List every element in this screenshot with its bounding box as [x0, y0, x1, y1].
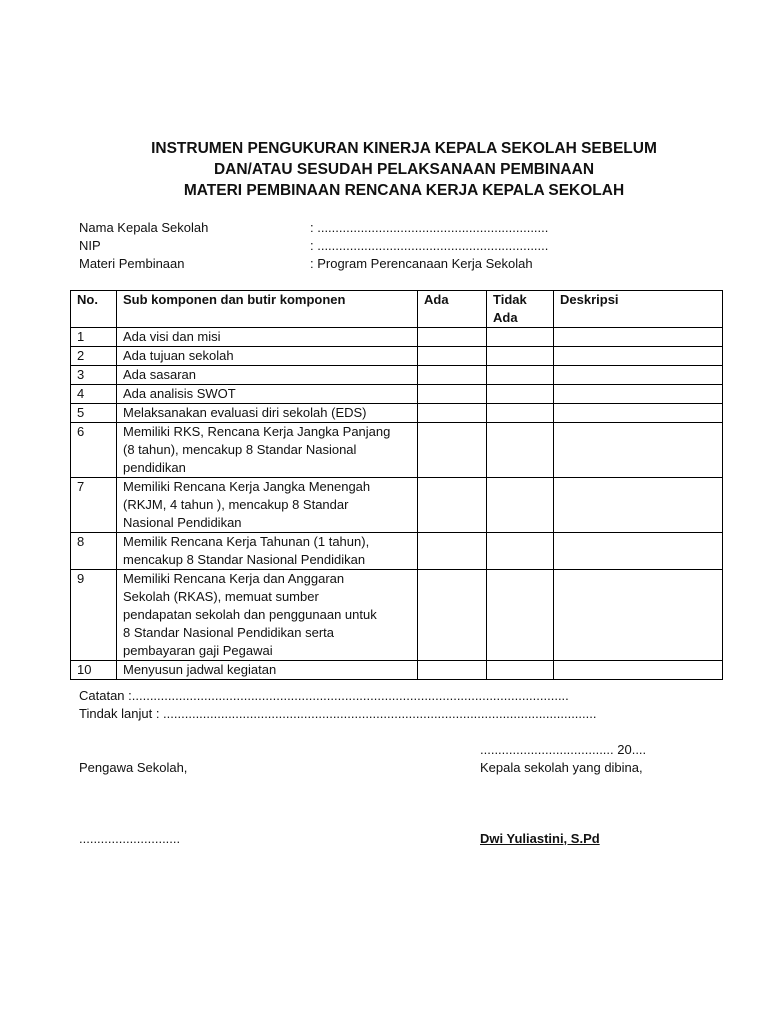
row-description	[117, 423, 418, 478]
row-number: 6	[71, 423, 117, 478]
notes-section	[79, 687, 596, 723]
row-line: Memilik Rencana Kerja Tahunan (1 tahun),	[123, 534, 370, 549]
deskripsi-cell[interactable]	[554, 661, 723, 680]
row-description	[117, 347, 418, 366]
tidak-ada-cell[interactable]	[487, 533, 554, 570]
info-label: Nama Kepala Sekolah	[79, 220, 209, 235]
row-description	[117, 533, 418, 570]
catatan-line: Catatan :.........................................................................................................................	[79, 688, 569, 703]
row-line: Ada tujuan sekolah	[123, 348, 234, 363]
info-value: : ................................................................	[310, 220, 549, 235]
info-label: NIP	[79, 238, 101, 253]
row-description	[117, 366, 418, 385]
table-row	[71, 347, 723, 366]
row-line: pendapatan sekolah dan penggunaan untuk	[123, 607, 377, 622]
title-line-1: INSTRUMEN PENGUKURAN KINERJA KEPALA SEKOLAH SEBELUM	[151, 140, 657, 157]
row-number: 3	[71, 366, 117, 385]
row-line: pembayaran gaji Pegawai	[123, 643, 273, 658]
header-deskripsi: Deskripsi	[554, 291, 723, 328]
row-number: 1	[71, 328, 117, 347]
deskripsi-cell[interactable]	[554, 347, 723, 366]
table-header-row	[71, 291, 723, 328]
row-number: 8	[71, 533, 117, 570]
row-description	[117, 404, 418, 423]
tindak-lanjut-line: Tindak lanjut : ........................................................................................................................	[79, 706, 597, 721]
deskripsi-cell[interactable]	[554, 385, 723, 404]
principal-title: Kepala sekolah yang dibina,	[480, 760, 643, 775]
table-row	[71, 404, 723, 423]
table-row	[71, 423, 723, 478]
row-description	[117, 385, 418, 404]
header-sub-komponen: Sub komponen dan butir komponen	[117, 291, 418, 328]
row-description	[117, 570, 418, 661]
row-line: Ada sasaran	[123, 367, 196, 382]
info-label: Materi Pembinaan	[79, 256, 185, 271]
row-number: 4	[71, 385, 117, 404]
ada-cell[interactable]	[418, 533, 487, 570]
ada-cell[interactable]	[418, 366, 487, 385]
row-line: (RKJM, 4 tahun ), mencakup 8 Standar	[123, 497, 349, 512]
info-row-materi	[79, 255, 679, 273]
row-line: pendidikan	[123, 460, 186, 475]
table-row	[71, 533, 723, 570]
tidak-ada-cell[interactable]	[487, 328, 554, 347]
principal-name: Dwi Yuliastini, S.Pd	[480, 831, 600, 846]
tidak-ada-cell[interactable]	[487, 423, 554, 478]
supervisor-title: Pengawa Sekolah,	[79, 760, 188, 775]
tidak-ada-cell[interactable]	[487, 661, 554, 680]
row-line: Nasional Pendidikan	[123, 515, 242, 530]
deskripsi-cell[interactable]	[554, 366, 723, 385]
signature-date: ..................................... 20....	[480, 742, 647, 757]
row-line: Memiliki Rencana Kerja dan Anggaran	[123, 571, 345, 586]
header-no: No.	[71, 291, 117, 328]
row-line: Ada analisis SWOT	[123, 386, 236, 401]
deskripsi-cell[interactable]	[554, 533, 723, 570]
deskripsi-cell[interactable]	[554, 423, 723, 478]
title-line-2: DAN/ATAU SESUDAH PELAKSANAAN PEMBINAAN	[213, 161, 595, 178]
tidak-ada-cell[interactable]	[487, 366, 554, 385]
row-line: Menyusun jadwal kegiatan	[123, 662, 277, 677]
row-line: (8 tahun), mencakup 8 Standar Nasional	[123, 442, 357, 457]
table-row	[71, 478, 723, 533]
ada-cell[interactable]	[418, 404, 487, 423]
supervisor-name: ............................	[79, 831, 181, 846]
info-row-nip	[79, 237, 679, 255]
ada-cell[interactable]	[418, 661, 487, 680]
row-line: 8 Standar Nasional Pendidikan serta	[123, 625, 335, 640]
deskripsi-cell[interactable]	[554, 570, 723, 661]
tidak-ada-cell[interactable]	[487, 385, 554, 404]
table-row	[71, 570, 723, 661]
header-ada: Ada	[418, 291, 487, 328]
row-line: mencakup 8 Standar Nasional Pendidikan	[123, 552, 366, 567]
tidak-ada-cell[interactable]	[487, 404, 554, 423]
row-line: Ada visi dan misi	[123, 329, 221, 344]
row-number: 5	[71, 404, 117, 423]
header-tidak-line2: Ada	[493, 310, 518, 325]
ada-cell[interactable]	[418, 328, 487, 347]
ada-cell[interactable]	[418, 385, 487, 404]
header-tidak-ada	[487, 291, 554, 328]
row-line: Melaksanakan evaluasi diri sekolah (EDS)	[123, 405, 367, 420]
table-row	[71, 328, 723, 347]
ada-cell[interactable]	[418, 347, 487, 366]
tidak-ada-cell[interactable]	[487, 570, 554, 661]
table-row	[71, 661, 723, 680]
table-row	[71, 366, 723, 385]
info-value: : Program Perencanaan Kerja Sekolah	[310, 256, 533, 271]
row-number: 10	[71, 661, 117, 680]
header-tidak-line1: Tidak	[493, 292, 527, 307]
deskripsi-cell[interactable]	[554, 404, 723, 423]
row-number: 7	[71, 478, 117, 533]
tidak-ada-cell[interactable]	[487, 347, 554, 366]
info-value: : ................................................................	[310, 238, 549, 253]
row-description	[117, 661, 418, 680]
tidak-ada-cell[interactable]	[487, 478, 554, 533]
row-line: Sekolah (RKAS), memuat sumber	[123, 589, 319, 604]
document-title	[0, 138, 768, 201]
identity-section	[79, 219, 679, 273]
row-number: 2	[71, 347, 117, 366]
deskripsi-cell[interactable]	[554, 478, 723, 533]
row-line: Memiliki Rencana Kerja Jangka Menengah	[123, 479, 371, 494]
title-line-3: MATERI PEMBINAAN RENCANA KERJA KEPALA SEKOLAH	[183, 182, 625, 199]
row-line: Memiliki RKS, Rencana Kerja Jangka Panjang	[123, 424, 391, 439]
assessment-table	[70, 290, 723, 680]
row-number: 9	[71, 570, 117, 661]
ada-cell[interactable]	[418, 478, 487, 533]
ada-cell[interactable]	[418, 423, 487, 478]
ada-cell[interactable]	[418, 570, 487, 661]
row-description	[117, 478, 418, 533]
row-description	[117, 328, 418, 347]
info-row-nama	[79, 219, 679, 237]
deskripsi-cell[interactable]	[554, 328, 723, 347]
table-row	[71, 385, 723, 404]
